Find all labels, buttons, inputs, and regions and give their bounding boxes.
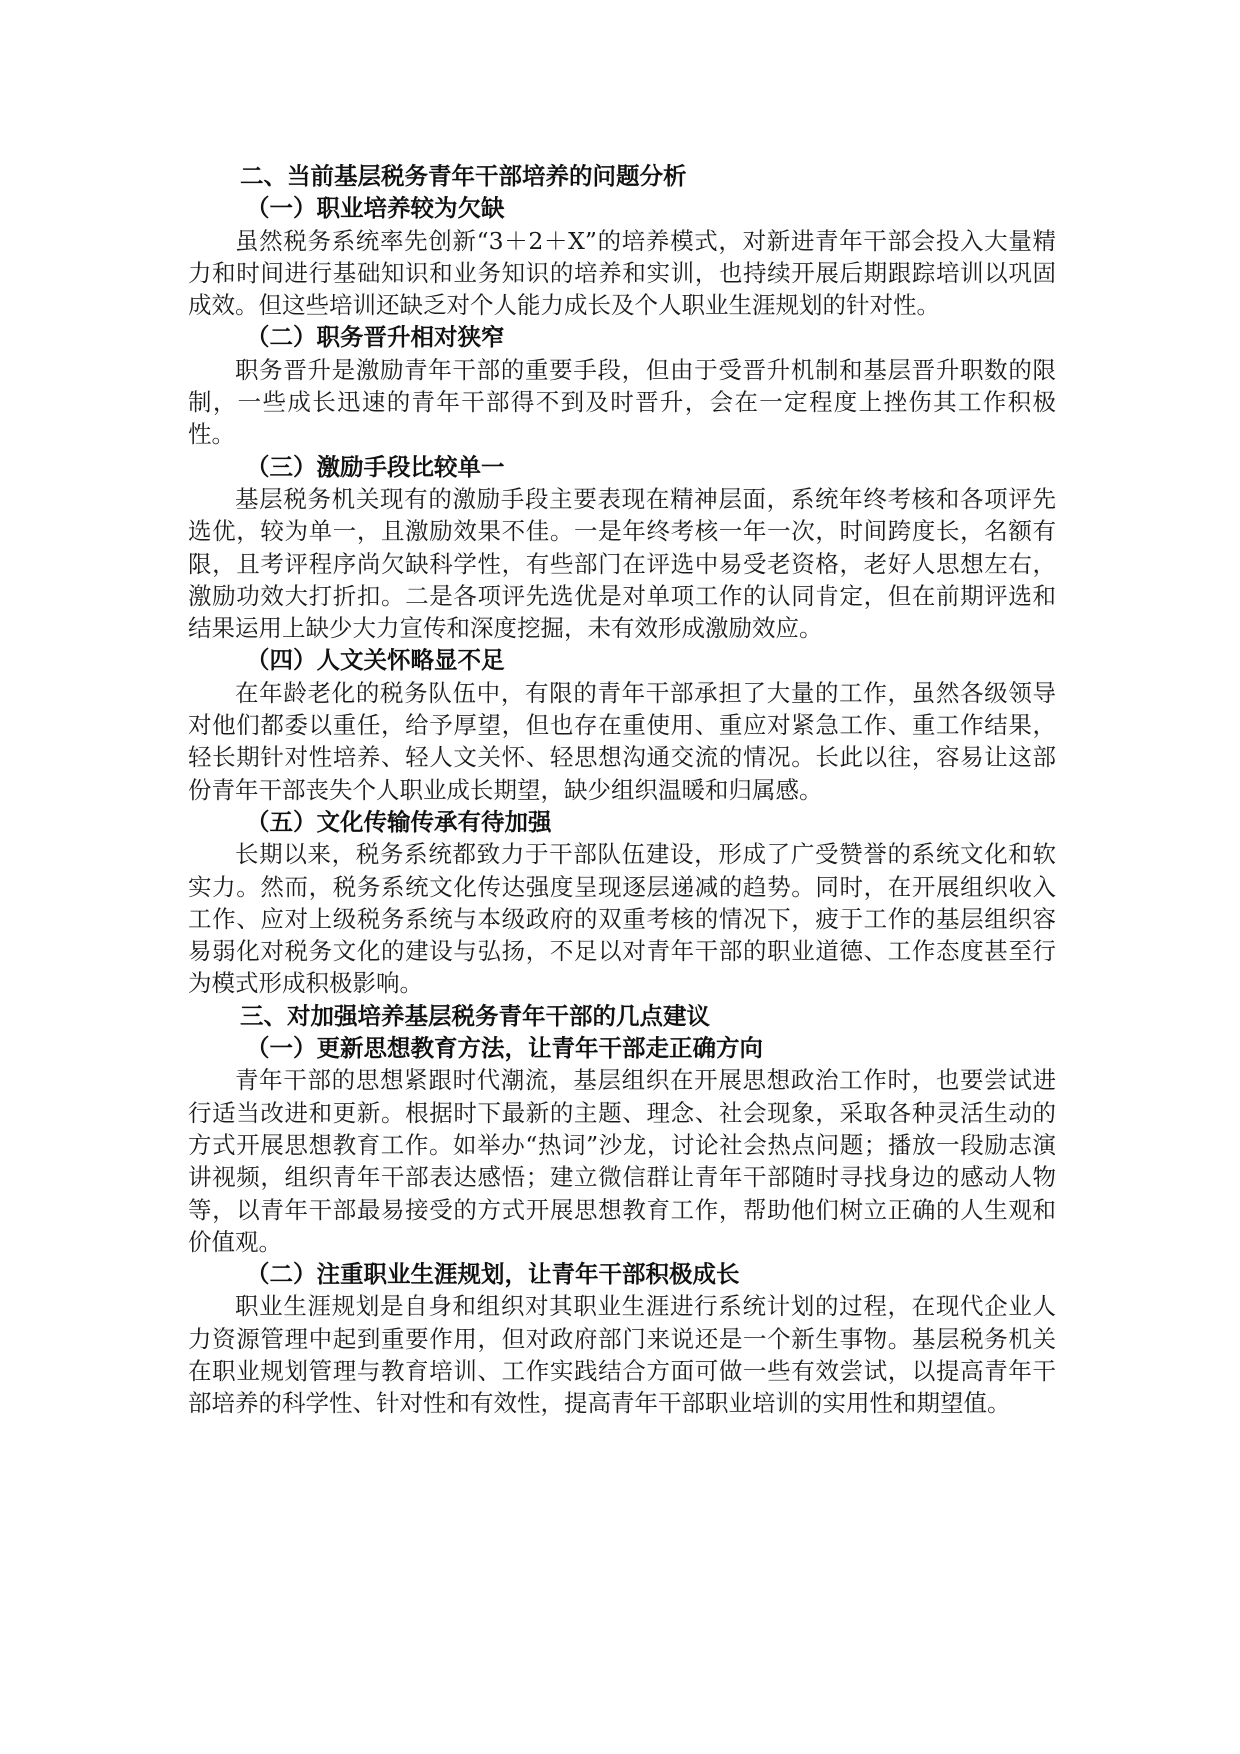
document-body — [188, 160, 1056, 1420]
paragraph-2-1: 虽然税务系统率先创新“3＋2＋X”的培养模式，对新进青年干部会投入大量精力和时间进行基础知识和业务知识的培养和实训，也持续开展后期跟踪培训以巩固成效。但这些培训还缺乏对个人能力成长及个人职业生涯规划的针对性。 — [188, 226, 1056, 320]
paragraph-2-5: 长期以来，税务系统都致力于干部队伍建设，形成了广受赞誉的系统文化和软实力。然而，税务系统文化传达强度呈现逐层递减的趋势。同时，在开展组织收入工作、应对上级税务系统与本级政府的双重考核的情况下，疲于工作的基层组织容易弱化对税务文化的建设与弘扬，不足以对青年干部的职业道德、工作态度甚至行为模式形成积极影响。 — [188, 840, 1056, 998]
subheading-2-4: （四）人文关怀略显不足 — [246, 646, 505, 675]
section-heading-2: 二、当前基层税务青年干部培养的问题分析 — [240, 162, 687, 190]
paragraph-2-3: 基层税务机关现有的激励手段主要表现在精神层面，系统年终考核和各项评先选优，较为单一，且激励效果不佳。一是年终考核一年一次，时间跨度长，名额有限，且考评程序尚欠缺科学性，有些部门在评选中易受老资格，老好人思想左右，激励功效大打折扣。二是各项评先选优是对单项工作的认同肯定，但在前期评选和结果运用上缺少大力宣传和深度挖掘，未有效形成激励效应。 — [188, 484, 1056, 643]
subheading-2-3: （三）激励手段比较单一 — [246, 452, 505, 481]
paragraph-3-1: 青年干部的思想紧跟时代潮流，基层组织在开展思想政治工作时，也要尝试进行适当改进和更新。根据时下最新的主题、理念、社会现象，采取各种灵活生动的方式开展思想教育工作。如举办“热词”沙龙，讨论社会热点问题；播放一段励志演讲视频，组织青年干部表达感悟；建立微信群让青年干部随时寻找身边的感动人物等，以青年干部最易接受的方式开展思想教育工作，帮助他们树立正确的人生观和价值观。 — [188, 1066, 1056, 1256]
subheading-2-1: （一）职业培养较为欠缺 — [246, 194, 505, 223]
section-heading-3: 三、对加强培养基层税务青年干部的几点建议 — [240, 1001, 710, 1030]
subheading-2-5: （五）文化传输传承有待加强 — [246, 807, 552, 836]
subheading-3-1: （一）更新思想教育方法，让青年干部走正确方向 — [246, 1034, 763, 1063]
subheading-2-2: （二）职务晋升相对狭窄 — [246, 323, 505, 352]
subheading-3-2: （二）注重职业生涯规划，让青年干部积极成长 — [246, 1260, 740, 1289]
paragraph-3-2: 职业生涯规划是自身和组织对其职业生涯进行系统计划的过程，在现代企业人力资源管理中起到重要作用，但对政府部门来说还是一个新生事物。基层税务机关在职业规划管理与教育培训、工作实践结合方面可做一些有效尝试，以提高青年干部培养的科学性、针对性和有效性，提高青年干部职业培训的实用性和期望值。 — [188, 1292, 1056, 1418]
paragraph-2-2: 职务晋升是激励青年干部的重要手段，但由于受晋升机制和基层晋升职数的限制，一些成长迅速的青年干部得不到及时晋升，会在一定程度上挫伤其工作积极性。 — [188, 355, 1056, 449]
paragraph-2-4: 在年龄老化的税务队伍中，有限的青年干部承担了大量的工作，虽然各级领导对他们都委以重任，给予厚望，但也存在重使用、重应对紧急工作、重工作结果，轻长期针对性培养、轻人文关怀、轻思想沟通交流的情况。长此以往，容易让这部份青年干部丧失个人职业成长期望，缺少组织温暖和归属感。 — [188, 678, 1056, 804]
